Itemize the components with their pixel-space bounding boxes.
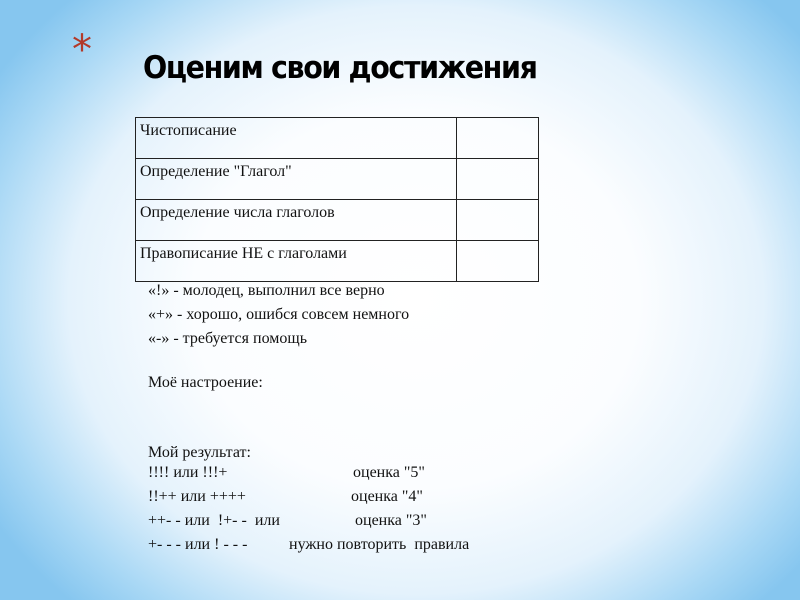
mark-cell[interactable]	[457, 241, 539, 282]
row-label: Правописание НЕ с глаголами	[136, 241, 457, 282]
mark-cell[interactable]	[457, 118, 539, 159]
legend-item: «!» - молодец, выполнил все верно	[148, 282, 385, 299]
asterisk-bullet-icon: *	[72, 27, 92, 73]
result-combo: !!!! или !!!+	[148, 464, 228, 481]
slide-title: Оценим свои достижения	[143, 50, 537, 86]
result-heading: Мой результат:	[148, 444, 251, 461]
result-grade: нужно повторить правила	[289, 536, 470, 553]
legend-item: «+» - хорошо, ошибся совсем немного	[148, 306, 410, 323]
result-grade: оценка "4"	[351, 488, 423, 505]
mark-cell[interactable]	[457, 200, 539, 241]
result-combo: +- - - или ! - - -	[148, 536, 248, 553]
table-row	[136, 200, 539, 241]
result-grade: оценка "3"	[355, 512, 427, 529]
row-label: Определение "Глагол"	[136, 159, 457, 200]
achievements-table	[135, 117, 539, 282]
result-grade: оценка "5"	[353, 464, 425, 481]
table-row	[136, 159, 539, 200]
legend-item: «-» - требуется помощь	[148, 330, 308, 347]
mood-label: Моё настроение:	[148, 374, 263, 391]
table-row	[136, 241, 539, 282]
row-label: Чистописание	[136, 118, 457, 159]
result-combo: !!++ или ++++	[148, 488, 246, 505]
table-row	[136, 118, 539, 159]
result-combo: ++- - или !+- - или	[148, 512, 280, 529]
mark-cell[interactable]	[457, 159, 539, 200]
row-label: Определение числа глаголов	[136, 200, 457, 241]
